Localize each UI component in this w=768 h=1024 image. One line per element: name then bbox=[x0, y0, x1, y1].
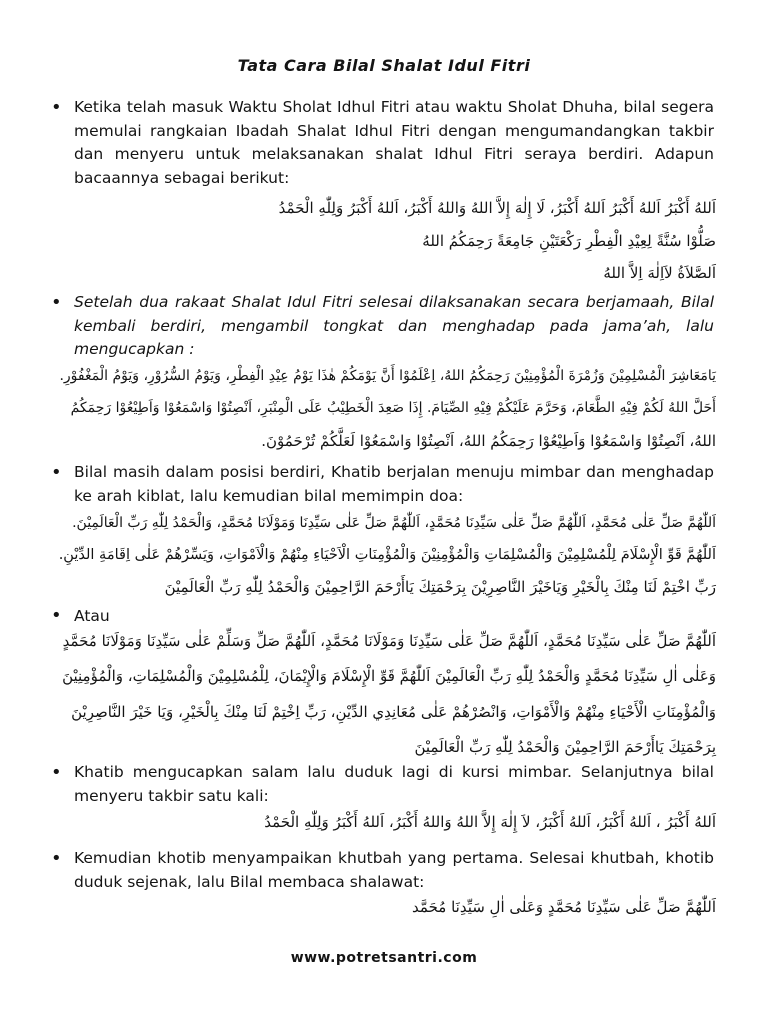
section-2-arabic-3: اللهُ، اَنْصِتُوْا وَاسْمَعُوْا وَاَطِيْعُوْا رَحِمَكُمُ اللهُ، اَنْصِتُوْا وَاسْمَعُوْا لَعَلَّكُمْ تُرْحَمُوْنَ. bbox=[261, 432, 716, 450]
bullet-3: • bbox=[51, 462, 62, 483]
section-2-arabic-2: أَحَلَّ اللهُ لَكُمْ فِيْهِ الطَّعَامَ، وَحَرَّمَ عَلَيْكُمْ فِيْهِ الصِّيَامَ. إِذَا صَعِدَ الْخَطِيْبُ عَلَى الْمِنْبَرِ، اَنْصِتُوْا وَاسْمَعُوْا وَاَطِيْعُوْا رَحِمَكُمُ bbox=[70, 400, 716, 416]
bullet-1: • bbox=[51, 97, 62, 118]
section-1-arabic-2: صَلُّوْا سُنَّةً لِعِيْدِ الْفِطْرِ رَكْعَتَيْنِ جَامِعَةً رَحِمَكُمُ اللهُ bbox=[422, 232, 716, 250]
section-3-arabic-1: اَللّٰهُمَّ صَلِّ عَلٰى مُحَمَّدٍ، اَللّٰهُمَّ صَلِّ عَلٰى سَيِّدِنَا مُحَمَّدٍ، اَللّٰهُمَّ صَلِّ عَلٰى سَيِّدِنَا وَمَوْلَانَا مُحَمَّدٍ، وَالْحَمْدُ لِلّٰهِ رَبِّ الْعَالَمِيْنَ. bbox=[72, 515, 716, 531]
section-4-arabic-3: وَالْمُؤْمِنَاتِ الْأَحْيَاءِ مِنْهُمْ وَالْأَمْوَاتِ، وَانْصُرْهُمْ عَلٰى مُعَانِدِي الدِّيْنِ، رَبِّ اِخْتِمْ لَنَا مِنْكَ بِالْخَيْرِ، وَيَا خَيْرَ النَّاصِرِيْنَ bbox=[71, 703, 716, 721]
section-5-arabic-1: اَللهُ أَكْبَرُ ، اَللهُ أَكْبَرُ، اَللهُ أَكْبَرُ، لاَ إِلٰهَ إِلاَّ اللهُ وَاللهُ أَكْبَرُ، اَللهُ أَكْبَرُ وَلِلّٰهِ الْحَمْدُ bbox=[264, 813, 716, 831]
bullet-6: • bbox=[51, 848, 62, 869]
section-4-arabic-2: وَعَلٰى اٰلِ سَيِّدِنَا مُحَمَّدٍ وَالْحَمْدُ لِلّٰهِ رَبِّ الْعَالَمِيْنَ اَللّٰهُمَّ قَوِّ الْإِسْلَامَ وَالْإِيْمَانَ، لِلْمُسْلِمِيْنَ وَالْمُسْلِمَاتِ، وَالْمُؤْمِنِيْنَ bbox=[62, 667, 716, 685]
section-2-text: Setelah dua rakaat Shalat Idul Fitri selesai dilaksanakan secara berjamaah, Bilal kembali berdiri, mengambil tongkat dan menghadap pada jama’ah, lalu mengucapkan : bbox=[74, 293, 714, 358]
section-3-arabic-2: اَللّٰهُمَّ قَوِّ الْإِسْلَامَ لِلْمُسْلِمِيْنَ وَالْمُسْلِمَاتِ وَالْمُؤْمِنِيْنَ وَالْمُؤْمِنَاتِ الْاَحْيَاءِ مِنْهُمْ وَالْاَمْوَاتِ، وَيَسِّرْهُمْ عَلٰى اِقَامَةِ الدِّيْنِ. bbox=[58, 547, 716, 563]
bullet-4: • bbox=[51, 605, 62, 626]
bullet-2: • bbox=[51, 292, 62, 313]
footer-website: www.potretsantri.com bbox=[290, 950, 478, 966]
section-2-arabic-1: يَامَعَاشِرَ الْمُسْلِمِيْنَ وَزُمْرَةَ الْمُؤْمِنِيْنَ رَحِمَكُمُ اللهُ، اِعْلَمُوْا أَنَّ يَوْمَكُمْ هٰذَا يَوْمُ عِيْدِ الْفِطْرِ، وَيَوْمُ السُّرُوْرِ، وَيَوْمُ الْمَغْفُوْرِ. bbox=[59, 368, 716, 384]
section-4-arabic-4: بِرَحْمَتِكَ يَاأَرْحَمَ الرَّاحِمِيْنَ وَالْحَمْدُ لِلّٰهِ رَبِّ الْعَالَمِيْنَ bbox=[414, 738, 716, 756]
section-1-text: Ketika telah masuk Waktu Sholat Idhul Fitri atau waktu Sholat Dhuha, bilal segera memulai rangkaian Ibadah Shalat Idhul Fitri dengan mengumandangkan takbir dan menyeru untuk melaksanakan shalat Idhul Fitri seraya berdiri. Adapun bacaannya sebagai berikut: bbox=[74, 98, 714, 187]
section-1-arabic-1: اَللهُ أَكْبَرُ اَللهُ أَكْبَرُ اَللهُ أَكْبَرُ، لَا إِلٰهَ إِلاَّ اللهُ وَاللهُ أَكْبَرُ، اَللهُ أَكْبَرُ وَلِلّٰهِ الْحَمْدُ bbox=[278, 199, 716, 217]
section-3-text: Bilal masih dalam posisi berdiri, Khatib berjalan menuju mimbar dan menghadap ke arah kiblat, lalu kemudian bilal memimpin doa: bbox=[74, 463, 714, 505]
section-4-arabic-1: اَللّٰهُمَّ صَلِّ عَلٰى سَيِّدِنَا مُحَمَّدٍ، اَللّٰهُمَّ صَلِّ عَلٰى سَيِّدِنَا وَمَوْلَانَا مُحَمَّدٍ، اَللّٰهُمَّ صَلِّ وَسَلِّمْ عَلٰى سَيِّدِنَا وَمَوْلَانَا مُحَمَّدٍ bbox=[62, 632, 716, 650]
section-3-arabic-3: رَبِّ اخْتِمْ لَنَا مِنْكَ بِالْخَيْرِ وَيَاخَيْرَ النَّاصِرِيْنَ بِرَحْمَتِكَ يَاأَرْحَمَ الرَّاحِمِيْنَ وَالْحَمْدُ لِلّٰهِ رَبِّ الْعَالَمِيْنَ bbox=[164, 578, 716, 596]
section-6-arabic-1: اَللّٰهُمَّ صَلِّ عَلٰى سَيِّدِنَا مُحَمَّدٍ وَعَلٰى اٰلِ سَيِّدِنَا مُحَمَّد bbox=[412, 898, 716, 916]
document-title: Tata Cara Bilal Shalat Idul Fitri bbox=[237, 56, 531, 75]
section-5-text: Khatib mengucapkan salam lalu duduk lagi di kursi mimbar. Selanjutnya bilal menyeru takbir satu kali: bbox=[74, 763, 714, 805]
section-1-arabic-3: اَلصَّلاَةُ لاَاِلٰهَ اِلاَّ اللهُ bbox=[603, 264, 716, 282]
bullet-5: • bbox=[51, 762, 62, 783]
section-4-text: Atau bbox=[74, 607, 110, 625]
section-6-text: Kemudian khotib menyampaikan khutbah yang pertama. Selesai khutbah, khotib duduk sejenak, lalu Bilal membaca shalawat: bbox=[74, 849, 714, 891]
